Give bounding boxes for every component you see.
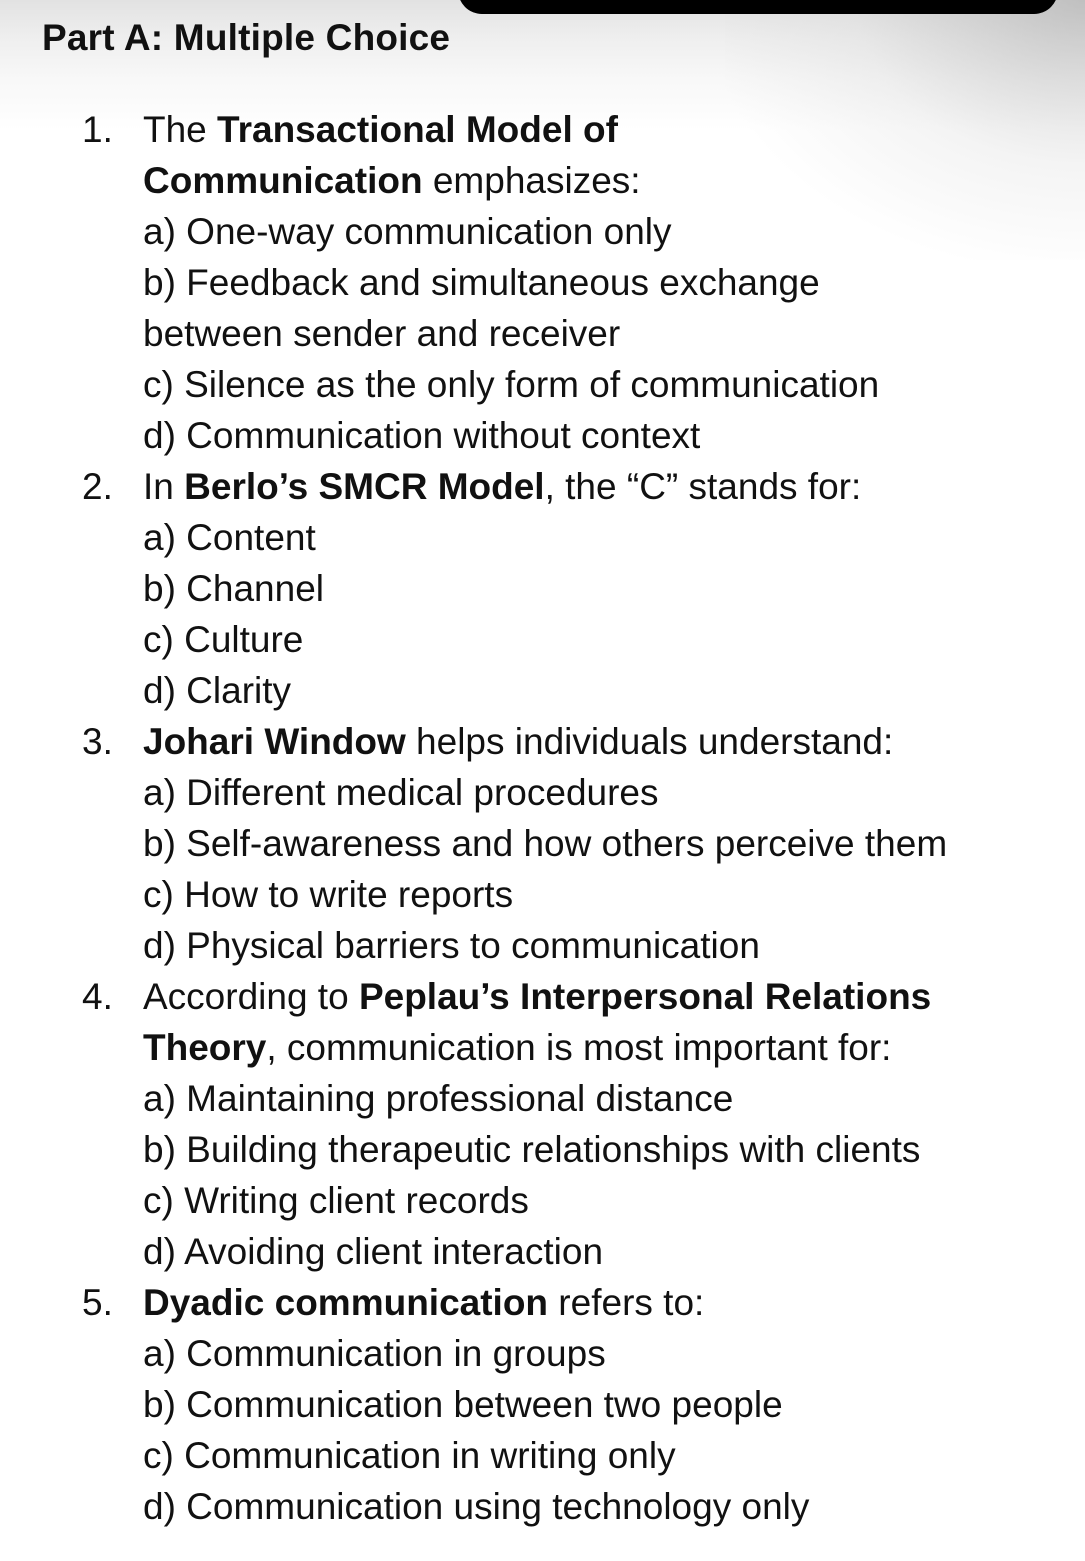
question-number: 2. bbox=[82, 466, 113, 507]
question-2 bbox=[0, 461, 1085, 716]
question-text bbox=[143, 104, 703, 206]
option-a: a) Communication in groups bbox=[143, 1333, 606, 1374]
question-number: 3. bbox=[82, 721, 113, 762]
option-d: d) Communication without context bbox=[143, 415, 701, 456]
top-overlay-bar bbox=[458, 0, 1058, 14]
option-a: a) Content bbox=[143, 517, 316, 558]
option-c: c) How to write reports bbox=[143, 874, 514, 915]
question-key-term: Transactional Model of Communication bbox=[143, 109, 618, 201]
option-b: b) Self-awareness and how others perceive them bbox=[143, 823, 948, 864]
option-d: d) Communication using technology only bbox=[143, 1486, 810, 1527]
question-key-term: Dyadic communication bbox=[143, 1282, 549, 1323]
question-list bbox=[0, 104, 1085, 1532]
question-5 bbox=[0, 1277, 1085, 1532]
question-text bbox=[143, 716, 1085, 767]
option-c: c) Silence as the only form of communication bbox=[143, 364, 880, 405]
question-text-tail: refers to: bbox=[548, 1282, 705, 1323]
question-text bbox=[143, 461, 1085, 512]
option-d: d) Clarity bbox=[143, 670, 292, 711]
option-a: a) Maintaining professional distance bbox=[143, 1078, 734, 1119]
question-text-tail: emphasizes: bbox=[422, 160, 641, 201]
option-d: d) Physical barriers to communication bbox=[143, 925, 760, 966]
option-b: b) Communication between two people bbox=[143, 1384, 783, 1425]
question-text-tail: , communication is most important for: bbox=[266, 1027, 892, 1068]
option-b: b) Building therapeutic relationships with clients bbox=[143, 1129, 921, 1170]
question-number: 1. bbox=[82, 109, 113, 150]
question-text-lead: According to bbox=[143, 976, 359, 1017]
question-key-term: Johari Window bbox=[143, 721, 406, 762]
option-b: b) Feedback and simultaneous exchange between sender and receiver bbox=[143, 262, 820, 354]
option-d: d) Avoiding client interaction bbox=[143, 1231, 604, 1272]
option-c: c) Writing client records bbox=[143, 1180, 529, 1221]
option-c: c) Culture bbox=[143, 619, 304, 660]
option-a: a) One-way communication only bbox=[143, 211, 672, 252]
question-text bbox=[143, 971, 1043, 1073]
section-heading: Part A: Multiple Choice bbox=[42, 17, 451, 58]
question-number: 4. bbox=[82, 976, 113, 1017]
question-text-lead: The bbox=[143, 109, 218, 150]
option-c: c) Communication in writing only bbox=[143, 1435, 676, 1476]
question-text-lead: In bbox=[143, 466, 185, 507]
question-4 bbox=[0, 971, 1085, 1277]
question-text-tail: helps individuals understand: bbox=[405, 721, 894, 762]
question-1 bbox=[0, 104, 1085, 461]
question-text-tail: , the “C” stands for: bbox=[544, 466, 862, 507]
option-b: b) Channel bbox=[143, 568, 325, 609]
question-3 bbox=[0, 716, 1085, 971]
question-text bbox=[143, 1277, 1085, 1328]
question-key-term: Berlo’s SMCR Model bbox=[184, 466, 545, 507]
question-key-term: Peplau’s Interpersonal Relations Theory bbox=[143, 976, 932, 1068]
question-number: 5. bbox=[82, 1282, 113, 1323]
option-a: a) Different medical procedures bbox=[143, 772, 659, 813]
